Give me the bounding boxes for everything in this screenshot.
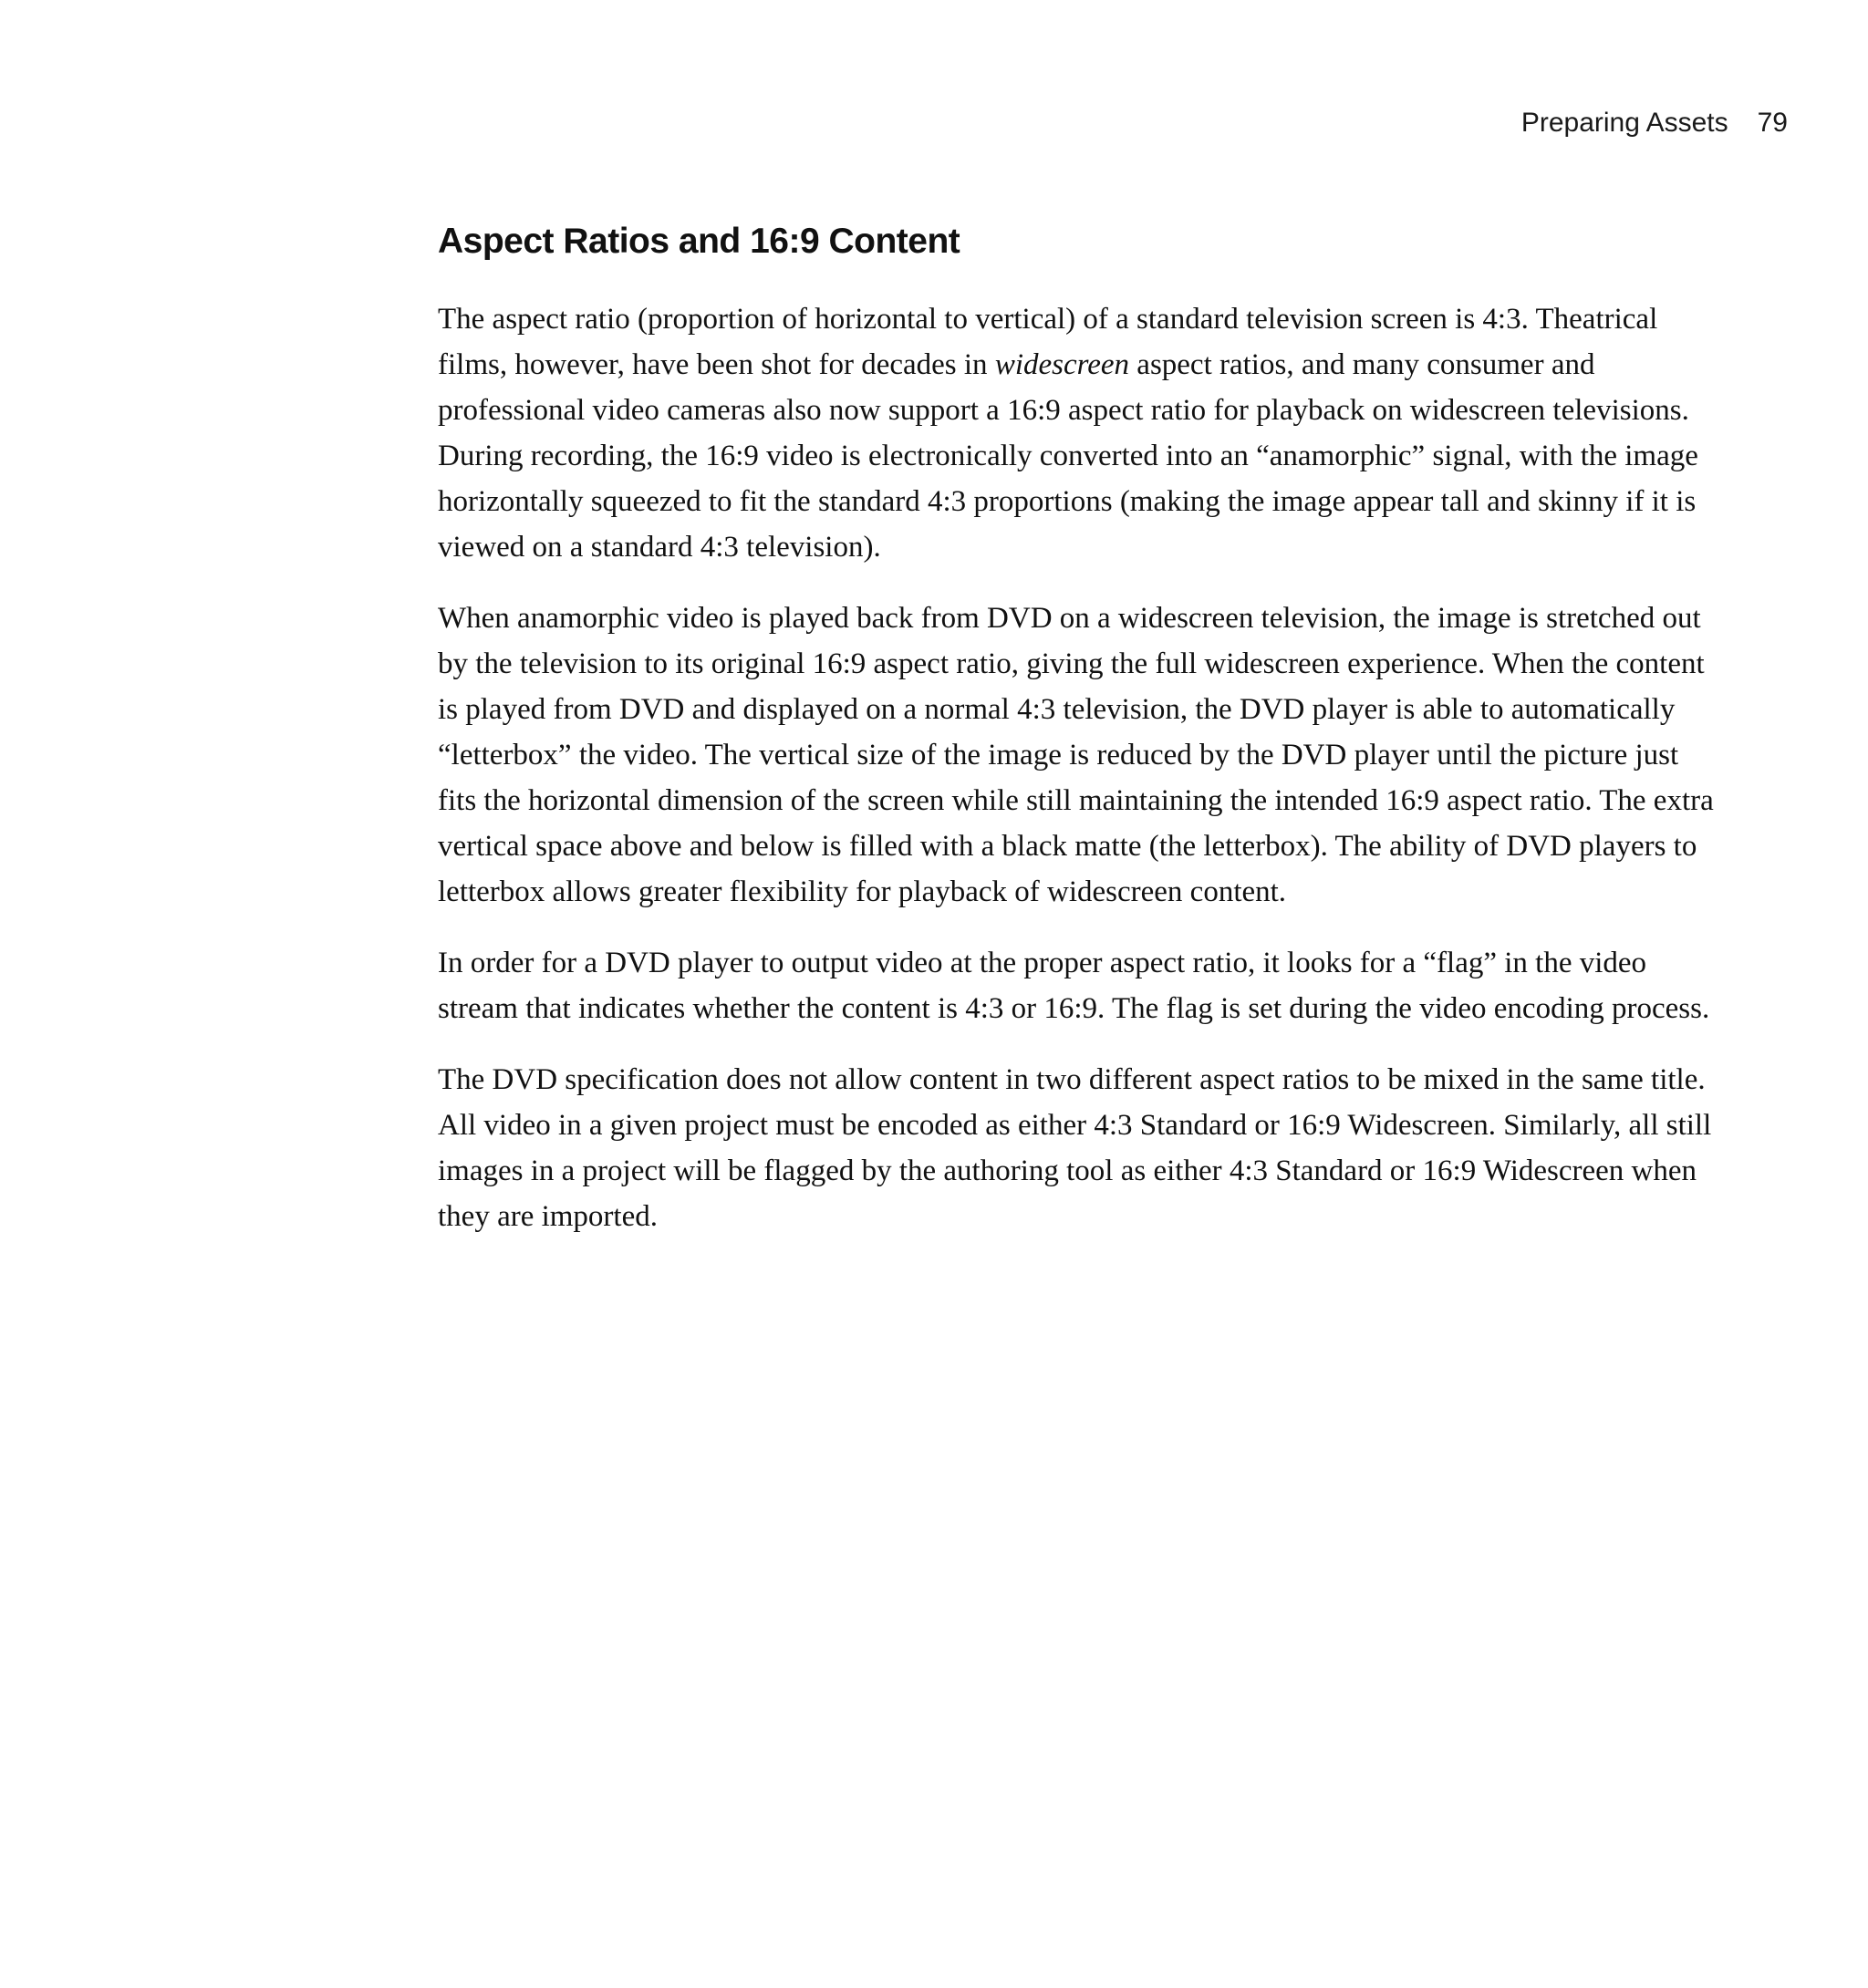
paragraph-2: When anamorphic video is played back from DVD on a widescreen television, the image is stretched out by the television to its original 16:9 aspect ratio, giving the full widescreen experience. When the content is played from DVD and displayed on a normal 4:3 television, the DVD player is able to automatically “letterbox” the video. The vertical size of the image is reduced by the DVD player until the picture just fits the horizontal dimension of the screen while still maintaining the intended 16:9 aspect ratio. The extra vertical space above and below is filled with a black matte (the letterbox). The ability of DVD players to letterbox allows greater flexibility for playback of widescreen content. [438,601,1714,908]
paragraph-1-text-end: aspect ratios, and many consumer and professional video cameras also now support a 16:9 aspect ratio for playback on widescreen televisions. During recording, the 16:9 video is electronically converted into an “anamorphic” signal, with the image horizontally squeezed to fit the standard 4:3 proportions (making the image appear tall and skinny if it is viewed on a standard 4:3 television). [438,347,1698,564]
paragraph-1-text-start: The aspect ratio (proportion of horizontal to vertical) of a standard television screen is 4:3. Theatrical films, however, have been shot for decades in [438,302,1658,381]
paragraph-1-emphasis: widescreen [994,347,1130,381]
paragraph-3: In order for a DVD player to output video at the proper aspect ratio, it looks for a “flag” in the video stream that indicates whether the content is 4:3 or 16:9. The flag is set during the video encoding process. [438,946,1710,1025]
running-header [1521,108,1788,139]
page-body [438,221,1724,1265]
paragraph-1 [438,296,1724,570]
page-number: 79 [1757,108,1788,138]
section-heading: Aspect Ratios and 16:9 Content [438,222,960,261]
running-header-title: Preparing Assets [1520,108,1728,138]
paragraph-4: The DVD specification does not allow content in two different aspect ratios to be mixed in the same title. All video in a given project must be encoded as either 4:3 Standard or 16:9 Widescreen. Similarly, all still images in a project will be flagged by the authoring tool as either 4:3 Standard or 16:9 Widescreen when they are imported. [438,1062,1712,1233]
